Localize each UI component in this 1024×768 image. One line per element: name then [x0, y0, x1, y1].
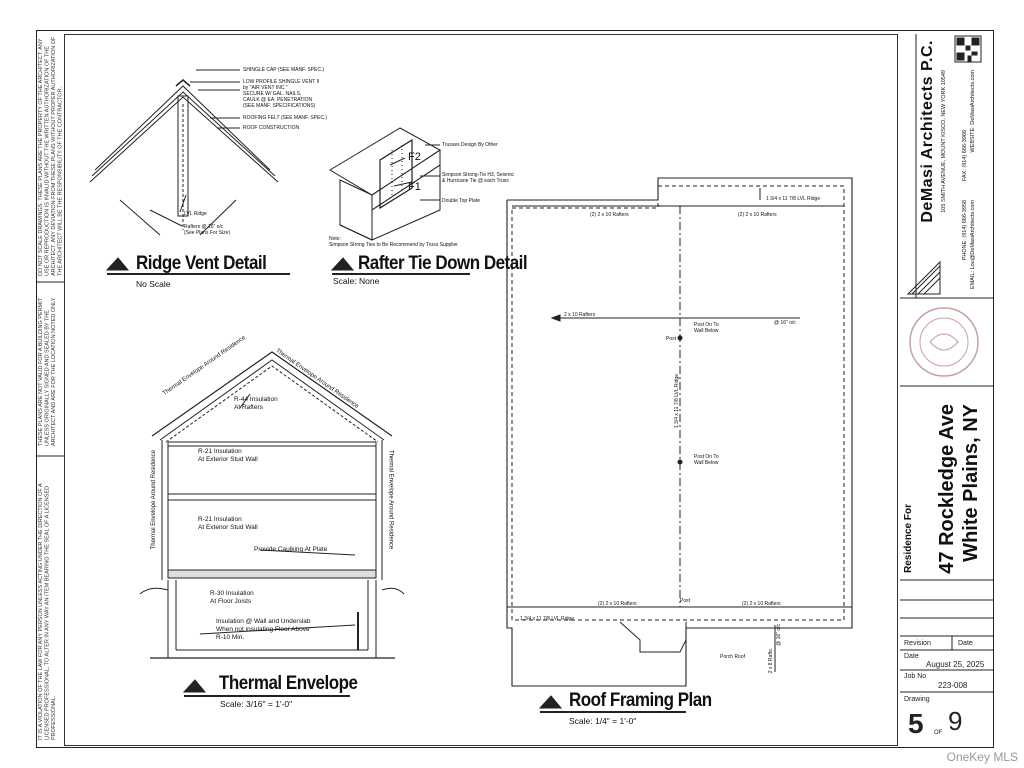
project-address-line1: 47 Rockledge Ave — [936, 404, 958, 574]
envelope-label-right-wall: Thermal Envelope Around Residence — [387, 450, 394, 550]
post-note-lower-1: Post On To — [694, 454, 719, 460]
tie-f2-label: F2 — [408, 151, 421, 163]
r21-lower-line2: At Exterior Stud Wall — [198, 524, 258, 531]
roof-rafters-top-left: (2) 2 x 10 Rafters — [590, 212, 629, 218]
roof-plan-scale: Scale: 1/4" = 1'-0" — [569, 716, 637, 726]
ridge-callout-7: ROOFING FELT (SEE MANF. SPEC.) — [243, 115, 327, 121]
tie-label-3: & Hurricane Tie @ each Truss — [442, 178, 509, 184]
caulking-note: Provide Caulking At Plate — [254, 546, 328, 553]
roof-rafters-bottom-right: (2) 2 x 10 Rafters — [742, 601, 781, 607]
post-note-upper-1: Post On To — [694, 322, 719, 328]
porch-spacing-label: @ 16" o/c — [776, 624, 782, 646]
slab-note-2: When not insulating Floor Above — [216, 626, 310, 633]
sheet-number: 5 — [908, 708, 924, 739]
roof-plan-title: Roof Framing Plan — [569, 688, 712, 711]
side-note-3: IT IS A VIOLATION OF THE LAW FOR ANY PERSON UNLESS ACTING UNDER THE DIRECTION OF A LICENSED PROFESSIONAL, TO ALTER IN ANY WAY AN ITEM BEARING THE SEAL OF A LICENSED PROFESSIONAL. — [38, 483, 57, 740]
firm-phone: PHONE: (914) 666-3958 — [962, 200, 968, 261]
post-note-lower-2: Wall Below — [694, 460, 719, 466]
tie-label-1: Trusses Design By Other — [442, 142, 498, 148]
sheet-total: 9 — [948, 706, 963, 736]
ridge-callout-2: LOW PROFILE SHINGLE VENT II — [243, 79, 320, 85]
tie-note-title: Note: — [329, 236, 341, 242]
r21-lower-line1: R-21 Insulation — [198, 516, 242, 523]
side-note-1: DO NOT SCALE DRAWINGS. THESE PLANS ARE THE PROPERTY OF THE ARCHITECT. ANY USE OR REPRODUCTION IS INVALID WITHOUT THE WRITTEN AUTHORIZATION OF THE ARCHITECT. ANY DEVIATION FROM THESE PLANS WITHOUT PROPER AUTHORIZATION OF THE ARCHITECT WILL BE THE RESPONSIBILITY OF THE CONTRACTOR. — [38, 36, 64, 276]
ridge-vent-scale: No Scale — [136, 279, 171, 289]
r30-line2: At Floor Joists — [210, 598, 252, 605]
ridge-callout-4: SECURE W/ GAL. NAILS, — [243, 91, 302, 97]
slab-note-3: R-10 Min. — [216, 634, 245, 641]
thermal-envelope-scale: Scale: 3/16" = 1'-0" — [220, 699, 293, 709]
rafter-tie-title: Rafter Tie Down Detail — [358, 251, 528, 274]
date-value: August 25, 2025 — [926, 660, 985, 669]
firm-name: DeMasi Architects P.C. — [919, 40, 936, 223]
revision-label: Revision — [904, 640, 931, 647]
porch-roof-label: Porch Roof — [720, 654, 746, 660]
ridge-callout-3: by "AIR VENT INC." — [243, 85, 288, 91]
r30-line1: R-30 Insulation — [210, 590, 254, 597]
ridge-rafters-label: Rafters @ 16" o/c — [184, 224, 224, 230]
side-note-2: THESE PLANS ARE NOT VALID FOR A BUILDING PERMIT UNLESS ORIGINALLY SIGNED AND SEALED BY THE ARCHITECT AND ARE FOR THE LOCATION NOTED ONLY. — [38, 296, 57, 446]
ridge-vent-title: Ridge Vent Detail — [136, 251, 267, 274]
thermal-envelope-title: Thermal Envelope — [219, 671, 358, 694]
roof-rafters-top-right: (2) 2 x 10 Rafters — [738, 212, 777, 218]
job-number-value: 223-008 — [938, 681, 968, 690]
envelope-label-left-wall: Thermal Envelope Around Residence — [151, 450, 157, 550]
slab-note-1: Insulation @ Wall and Underslab — [216, 618, 311, 625]
tie-label-2: Simpson Strong-Tie H3, Seismic — [442, 172, 515, 178]
job-number-label: Job No — [904, 673, 927, 680]
ridge-lvl-label: LVL Ridge — [184, 211, 207, 217]
firm-fax: FAX: (914) 666-3966 — [962, 130, 968, 182]
tie-note-body: Simpson Strong Ties to Be Recommend by Truss Supplier — [329, 242, 458, 248]
envelope-label-right-roof: Thermal Envelope Around Residence — [274, 348, 360, 410]
r21-upper-line2: At Exterior Stud Wall — [198, 456, 258, 463]
firm-email: EMAIL: Lou@DeMasiArchitects.com — [970, 200, 976, 290]
roof-lvl-top: 1 3/4 x 11 7/8 LVL Ridge — [766, 196, 821, 202]
watermark: OneKey MLS — [946, 750, 1018, 764]
post-label-lower: Post — [680, 598, 691, 604]
rafter-tie-scale: Scale: None — [333, 276, 380, 286]
roof-rafters-bottom-left: (2) 2 x 10 Rafters — [598, 601, 637, 607]
roof-rafters-single: 2 x 10 Rafters — [564, 312, 596, 318]
firm-website: WEBSITE: DeMasiArchitects.com — [970, 70, 976, 153]
roof-spacing-label: @ 16" o/c — [774, 320, 796, 326]
roof-lvl-bottom: 1 3/4 x 11 7/8 LVL Ridge — [520, 616, 575, 622]
r21-upper-line1: R-21 Insulation — [198, 448, 242, 455]
envelope-label-left-roof: Thermal Envelope Around Residence — [162, 334, 247, 397]
tie-f1-label: F1 — [408, 181, 421, 193]
tie-label-4: Double Top Plate — [442, 198, 480, 204]
post-note-upper-2: Wall Below — [694, 328, 719, 334]
firm-address: 105 SMITH AVENUE, MOUNT KISCO, NEW YORK 10549 — [941, 70, 947, 213]
roof-lvl-center: 1 3/4 x 11 7/8 LVL Ridge — [674, 374, 680, 429]
thermal-envelope-drawing — [140, 352, 404, 696]
project-address-line2: White Plains, NY — [960, 404, 982, 562]
ridge-callout-1: SHINGLE CAP (SEE MANF. SPEC.) — [243, 67, 325, 73]
ridge-rafters-note: (See Plans For Size) — [184, 230, 231, 236]
r44-line1: R-44 Insulation — [234, 396, 278, 403]
residence-for-label: Residence For — [903, 504, 914, 573]
post-label-upper: Post — [666, 336, 677, 342]
revision-date-label: Date — [958, 640, 973, 647]
porch-rafters-label: 2 x 8 Rafts. — [768, 648, 774, 674]
drawing-label: Drawing — [904, 696, 930, 703]
ridge-callout-8: ROOF CONSTRUCTION — [243, 125, 300, 131]
r44-line2: At Rafters — [234, 404, 263, 411]
ridge-callout-6: (SEE MANF. SPECIFICATIONS) — [243, 103, 316, 109]
sheet-of-label: OF — [934, 730, 943, 736]
ridge-callout-5: CAULK @ EA. PENETRATION — [243, 97, 313, 103]
roof-plan-drawing — [507, 178, 852, 712]
date-field-label: Date — [904, 653, 919, 660]
